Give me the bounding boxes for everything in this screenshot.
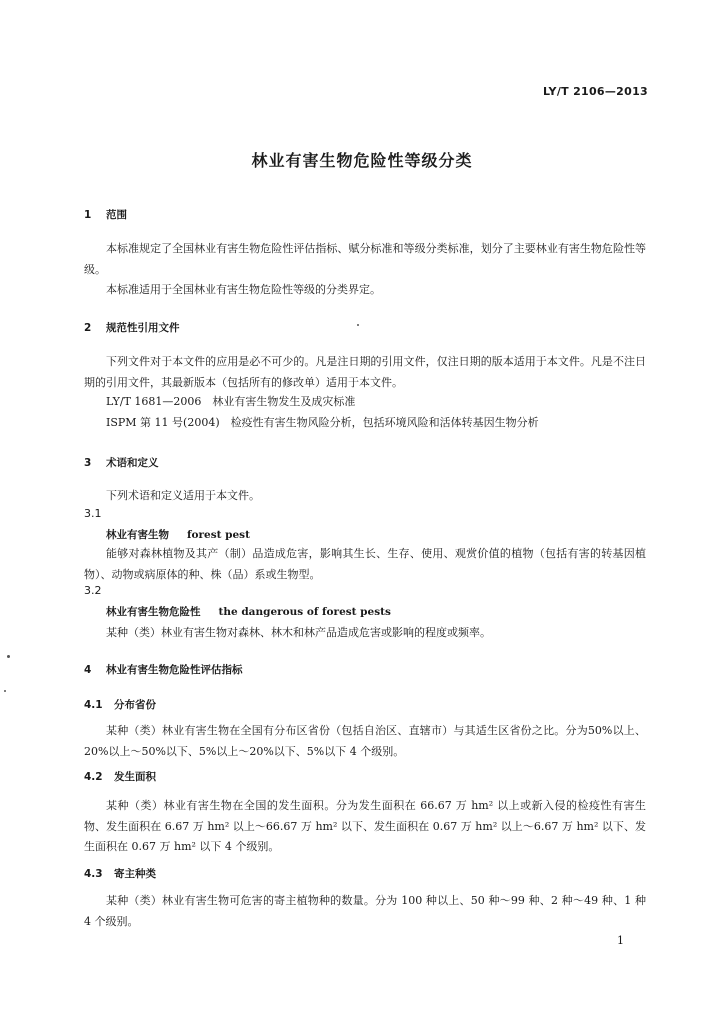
term-3-2-number: 3.2 <box>84 584 102 597</box>
scan-speck <box>357 324 359 326</box>
scan-speck <box>7 655 10 658</box>
subsection-4-3-text: 某种（类）林业有害生物可危害的寄主植物种的数量。分为 100 种以上、50 种～99 种、2 种～49 种、1 种 4 个级别。 <box>84 894 646 928</box>
term-chinese: 林业有害生物 <box>106 529 169 541</box>
term-3-1-definition: 能够对森林植物及其产（制）品造成危害，影响其生长、生存、使用、观赏价值的植物（包括有害的转基因植物）、动物或病原体的种、株（品）系或生物型。 <box>84 547 646 581</box>
section-3-heading <box>84 455 159 470</box>
document-title: 林业有害生物危险性等级分类 <box>251 151 473 170</box>
term-chinese: 林业有害生物危险性 <box>106 606 201 618</box>
subsection-number: 4.2 <box>84 771 103 783</box>
section-title: 范围 <box>106 209 127 221</box>
term-english: the dangerous of forest pests <box>218 606 391 618</box>
page-number: 1 <box>617 934 624 947</box>
scan-speck <box>4 690 6 692</box>
subsection-title: 发生面积 <box>114 771 156 783</box>
term-english: forest pest <box>187 529 250 541</box>
term-3-1-number: 3.1 <box>84 507 102 520</box>
section-number: 3 <box>84 457 92 469</box>
normative-reference-2: ISPM 第 11 号(2004) 检疫性有害生物风险分析，包括环境风险和活体转基因生物分析 <box>106 416 539 429</box>
section-4-heading <box>84 662 243 677</box>
subsection-title: 寄主种类 <box>114 868 156 880</box>
standard-code: LY/T 2106—2013 <box>542 85 648 98</box>
section-2-paragraph-1: 下列文件对于本文件的应用是必不可少的。凡是注日期的引用文件，仅注日期的版本适用于本文件。凡是不注日期的引用文件，其最新版本（包括所有的修改单）适用于本文件。 <box>84 355 646 389</box>
section-1-heading <box>84 207 127 222</box>
term-3-2-definition: 某种（类）林业有害生物对森林、林木和林产品造成危害或影响的程度或频率。 <box>106 626 491 639</box>
section-1-paragraph-1: 本标准规定了全国林业有害生物危险性评估指标、赋分标准和等级分类标准，划分了主要林业有害生物危险性等级。 <box>84 242 646 276</box>
subsection-4-3-heading <box>84 866 156 881</box>
subsection-4-1-text: 某种（类）林业有害生物在全国有分布区省份（包括自治区、直辖市）与其适生区省份之比。分为50%以上、20%以上～50%以下、5%以上～20%以下、5%以下 4 个级别。 <box>84 724 646 758</box>
subsection-4-1-heading <box>84 697 156 712</box>
section-title: 术语和定义 <box>106 457 159 469</box>
term-3-2 <box>106 604 391 619</box>
subsection-4-2-heading <box>84 769 156 784</box>
section-1-paragraph-2: 本标准适用于全国林业有害生物危险性等级的分类界定。 <box>106 283 381 296</box>
section-title: 规范性引用文件 <box>106 322 180 334</box>
section-number: 1 <box>84 209 92 221</box>
section-number: 2 <box>84 322 92 334</box>
subsection-4-2-text: 某种（类）林业有害生物在全国的发生面积。分为发生面积在 66.67 万 hm² 以上或新入侵的检疫性有害生物、发生面积在 6.67 万 hm² 以上～66.67 万 hm² 以下、发生面积在 0.67 万 hm² 以上～6.67 万 hm² 以下、发生面积在 0.67 万 hm² 以下 4 个级别。 <box>84 799 646 853</box>
section-3-intro: 下列术语和定义适用于本文件。 <box>106 489 260 502</box>
term-3-1 <box>106 527 250 542</box>
subsection-number: 4.3 <box>84 868 103 880</box>
subsection-number: 4.1 <box>84 699 103 711</box>
subsection-title: 分布省份 <box>114 699 156 711</box>
section-number: 4 <box>84 664 92 676</box>
section-2-heading <box>84 320 180 335</box>
section-title: 林业有害生物危险性评估指标 <box>106 664 243 676</box>
normative-reference-1: LY/T 1681—2006 林业有害生物发生及成灾标准 <box>106 395 356 408</box>
